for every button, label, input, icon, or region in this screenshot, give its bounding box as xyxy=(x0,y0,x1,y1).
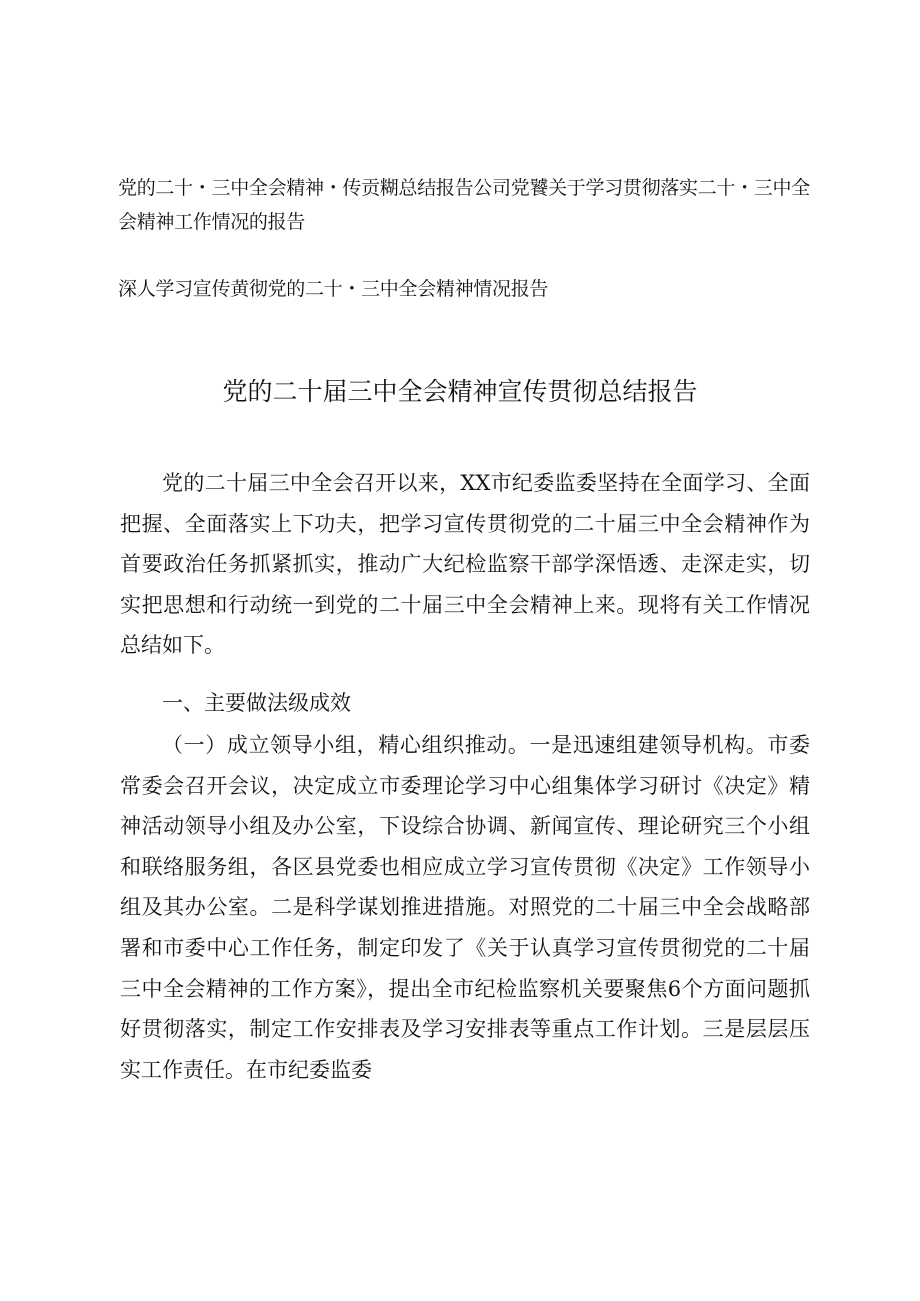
intro-paragraph: 党的二十届三中全会召开以来，XX市纪委监委坚持在全面学习、全面把握、全面落实上下功夫，把学习宣传贯彻党的二十届三中全会精神作为首要政治任务抓紧抓实，推动广大纪检监察干部学深悟透、走深走实，切实把思想和行动统一到党的二十届三中全会精神上来。现将有关工作情况总结如下。 xyxy=(120,471,810,658)
header-title-line-1: 党的二十・三中全会精神・传贡糊总结报告公司党饕关于学习贯彻落实二十・三中全 xyxy=(118,177,810,199)
header-subtitle: 深人学习宣传黄彻党的二十・三中全会精神情况报告 xyxy=(118,278,549,300)
header-title-line-2: 会精神工作情况的报告 xyxy=(118,211,306,233)
document-title: 党的二十届三中全会精神宣传贯彻总结报告 xyxy=(222,377,698,406)
section-paragraph: （一）成立领导小组，精心组织推动。一是迅速组建领导机构。市委常委会召开会议，决定成立市委理论学习中心组集体学习研讨《决定》精神活动领导小组及办公室，下设综合协调、新闻宣传、理论研究三个小组和联络服务组，各区县党委也相应成立学习宣传贯彻《决定》工作领导小组及其办公室。二是科学谋划推进措施。对照党的二十届三中全会战略部署和市委中心工作任务，制定印发了《关于认真学习宣传贯彻党的二十届三中全会精神的工作方案》，提出全市纪检监察机关要聚焦6个方面问题抓好贯彻落实，制定工作安排表及学习安排表等重点工作计划。三是层层压实工作责任。在市纪委监委 xyxy=(120,733,810,1082)
section-heading: 一、主要做法级成效 xyxy=(162,691,351,715)
